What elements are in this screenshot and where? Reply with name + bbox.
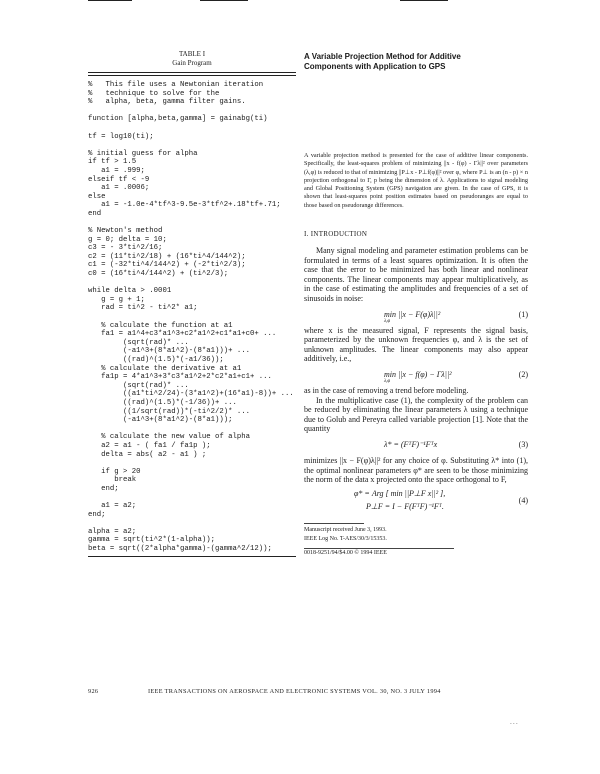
intro-paragraph-4: In the multiplicative case (1), the complexity of the problem can be reduced by eliminating the linear parameters λ using a technique due to Golub and Pereyra called variable projection [1]. Note that the quantity [304, 395, 528, 434]
code-line: ((a1*ti^2/24)-(3*a1^2)+(16*a1)-8))+ ... [123, 390, 294, 399]
equation-4 [304, 485, 528, 515]
equation-4-line-b: P⊥F = I − F(FᵀF)⁻¹Fᵀ. [366, 501, 444, 511]
code-table [88, 50, 296, 557]
article [304, 52, 528, 558]
manuscript-note: Manuscript received June 3, 1993. [304, 526, 387, 533]
corner-mark: - - - [510, 722, 518, 727]
code-line: g = g + 1; [101, 295, 145, 304]
code-line: while delta > .0001 [88, 287, 172, 296]
code-line: else [88, 192, 106, 201]
top-rule-mid [200, 0, 248, 1]
code-line: (sqrt(rad)* ... [123, 338, 189, 347]
code-line: % technique to solve for the [88, 89, 220, 98]
code-line: if tf > 1.5 [88, 158, 137, 167]
equation-2-number: (2) [518, 370, 528, 380]
code-line: if g > 20 [101, 467, 141, 476]
page-number: 926 [88, 688, 99, 695]
table-label: TABLE I [178, 50, 206, 58]
code-line: a1 = .999; [101, 166, 145, 175]
code-line: c0 = (16*ti^4/144^2) + (ti^2/3); [88, 270, 229, 279]
code-line: tf = log10(ti); [88, 132, 154, 141]
code-line: % This file uses a Newtonian iteration [88, 81, 264, 89]
code-line: function [alpha,beta,gamma] = gainabg(ti) [88, 115, 268, 124]
code-line: a1 = -1.0e-4*tf^3-9.5e-3*tf^2+.18*tf+.71; [101, 201, 281, 210]
equation-3 [304, 434, 528, 456]
code-line: a1 = .0006; [101, 184, 150, 193]
code-line: ((1/sqrt(rad))*(-ti^2/2)* ... [123, 407, 251, 416]
code-line: g = 0; delta = 10; [88, 235, 167, 244]
footnote-rule [304, 523, 364, 524]
top-rule-right [400, 0, 448, 1]
code-line: % alpha, beta, gamma filter gains. [88, 98, 246, 107]
code-line: alpha = a2; [88, 527, 137, 536]
code-line: c1 = (-32*ti^4/144^2) + (-2*ti^2/3); [88, 261, 246, 270]
code-line: a2 = a1 - ( fa1 / fa1p ); [101, 441, 211, 450]
article-title-line-1: A Variable Projection Method for Additive [304, 52, 461, 61]
code-line: fa1p = 4*a1^3+3*c3*a1^2+2*c2*a1+c1+ ... [101, 373, 272, 382]
code-line: rad = ti^2 - ti^2* a1; [101, 304, 198, 313]
code-line: elseif tf < -9 [88, 175, 150, 184]
code-line: end; [88, 510, 106, 519]
equation-1 [304, 304, 528, 326]
intro-paragraph-1: Many signal modeling and parameter estimation problems can be formulated in terms of a least squares optimization. It is often the case that the error to be minimized has both linear and nonlinear components. The linear components may appear multiplicatively, as in the case of estimating the amplitudes and frequencies of a set of sinusoids in noise: [304, 246, 528, 304]
code-line: fa1 = a1^4+c3*a1^3+c2*a1^2+c1*a1+c0+ ... [101, 330, 277, 339]
code-line: (sqrt(rad)* ... [123, 381, 189, 390]
intro-paragraph-3: as in the case of removing a trend before modeling. [304, 386, 469, 396]
code-line: a1 = a2; [101, 502, 137, 511]
code-line: (-a1^3+(8*a1^2)-(8*a1))); [123, 416, 233, 425]
code-line: % Newton's method [88, 227, 163, 236]
code-line: beta = sqrt((2*alpha*gamma)-(gamma^2/12)); [88, 545, 272, 554]
equation-2-subscript: λ,φ [384, 379, 391, 385]
intro-paragraph-2: where x is the measured signal, F represents the signal basis, parameterized by the unknown frequencies φ, and λ is the set of unknown amplitudes. The linear components may also appear additively, i.e., [304, 325, 528, 364]
journal-info: IEEE TRANSACTIONS ON AEROSPACE AND ELECTRONIC SYSTEMS VOL. 30, NO. 3 JULY 1994 [148, 688, 441, 695]
equation-4-number: (4) [518, 495, 528, 505]
equation-3-number: (3) [518, 439, 528, 449]
section-heading: I. INTRODUCTION [304, 230, 368, 239]
code-line: c3 = - 3*ti^2/16; [88, 244, 163, 253]
code-line: c2 = (11*ti^2/18) + (16*ti^4/144^2); [88, 252, 246, 261]
table-caption: Gain Program [172, 59, 212, 67]
code-line: gamma = sqrt(ti^2*(1-alpha)); [88, 536, 215, 545]
equation-1-body: min ||x − F(φ)λ||² [384, 309, 441, 319]
code-line: end; [101, 484, 119, 493]
code-line: % calculate the derivative at a1 [101, 364, 242, 373]
abstract: A variable projection method is presented for the case of additive linear components. Specifically, the least-squares problem of minimizing ||x - f(φ) - Γλ||² over parameters (λ,φ) is reduced to that of minimizing ||P⊥x - P⊥f(φ)||² over φ, where P⊥ is an (n - p) × n projection orthogonal to Γ, p being the dimension of λ. Applications to signal modeling and Global Positioning System (GPS) navigation are given. In the case of GPS, it is shown that least-squares point position estimates based on pseudoranges are equal to those based on pseudorange differences. [304, 152, 528, 209]
intro-paragraph-5: minimizes ||x − F(φ)λ||² for any choice of φ. Substituting λ* into (1), the optimal nonlinear parameters φ* are seen to be those minimizing the norm of the data x projected onto the space orthogonal to F, [304, 455, 528, 485]
code-line: (-a1^3+(8*a1^2)-(8*a1)))+ ... [123, 347, 251, 356]
code-line: ((rad)^(1.5)*(-1/36))+ ... [123, 398, 237, 407]
code-line: % calculate the function at a1 [101, 321, 233, 330]
code-line: % initial guess for alpha [88, 149, 198, 158]
equation-2 [304, 364, 528, 386]
code-line: % calculate the new value of alpha [101, 433, 251, 442]
code-line: break [114, 476, 137, 485]
table-top-rule [88, 72, 296, 76]
copyright-line: 0018-9251/94/$4.00 © 1994 IEEE [304, 549, 387, 556]
equation-2-body: min ||x − f(φ) − Γλ||² [384, 370, 452, 380]
code-line: ((rad)^(1.5)*(-a1/36)); [123, 356, 224, 364]
equation-1-subscript: λ,φ [384, 318, 391, 324]
code-line: end [88, 209, 102, 218]
code-line: delta = abs( a2 - a1 ) ; [101, 450, 207, 459]
equation-3-body: λ* = (FᵀF)⁻¹Fᵀx [384, 439, 438, 449]
article-title-line-2: Components with Application to GPS [304, 62, 446, 71]
equation-1-number: (1) [518, 309, 528, 319]
equation-4-line-a: φ* = Arg [ min ||P⊥F x||² ], [354, 488, 446, 498]
top-rule-left [88, 0, 132, 1]
code-listing [88, 81, 296, 554]
ieee-log-number: IEEE Log No. T-AES/30/3/15353. [304, 535, 387, 542]
table-bottom-rule [88, 556, 296, 557]
